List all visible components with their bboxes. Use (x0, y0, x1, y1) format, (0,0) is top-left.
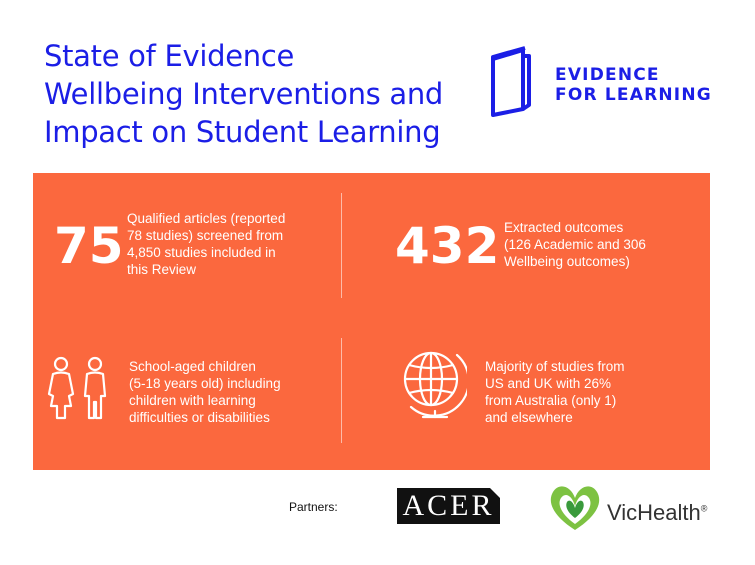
open-door-book-icon (485, 45, 545, 120)
children-text-line: children with learning (129, 393, 256, 408)
evidence-for-learning-logo (485, 45, 725, 120)
divider-bottom (341, 338, 342, 443)
title-line-1: State of Evidence (44, 39, 295, 73)
origin-text-line: Majority of studies from (485, 359, 625, 374)
acer-logo-text: ACER (402, 489, 495, 522)
articles-text-line: this Review (127, 262, 197, 277)
articles-number: 75 (54, 217, 124, 275)
children-icon (47, 356, 109, 426)
vichealth-name: VicHealth (607, 500, 701, 525)
vichealth-registered: ® (700, 503, 708, 514)
page-title (44, 37, 464, 151)
title-line-3: Impact on Student Learning (44, 115, 441, 149)
outcomes-number: 432 (395, 217, 500, 275)
vichealth-heart-icon (545, 480, 605, 535)
logo-text (555, 65, 712, 105)
divider-top (341, 193, 342, 298)
partners-label: Partners: (289, 500, 338, 514)
children-text-line: (5-18 years old) including (129, 376, 281, 391)
articles-text-line: 4,850 studies included in (127, 245, 276, 260)
outcomes-text-line: Wellbeing outcomes) (504, 254, 630, 269)
articles-text-line: Qualified articles (reported (127, 211, 286, 226)
title-line-2: Wellbeing Interventions and (44, 77, 444, 111)
articles-text-line: 78 studies) screened from (127, 228, 284, 243)
globe-icon (397, 345, 467, 420)
children-text (129, 358, 281, 426)
children-text-line: School-aged children (129, 359, 256, 374)
outcomes-text-line: Extracted outcomes (504, 220, 624, 235)
origin-text-line: US and UK with 26% (485, 376, 612, 391)
vichealth-logo (545, 480, 715, 535)
articles-text (127, 210, 285, 278)
acer-logo (397, 488, 500, 524)
outcomes-text-line: (126 Academic and 306 (504, 237, 646, 252)
logo-line-1: EVIDENCE (555, 65, 660, 85)
stats-panel (33, 173, 710, 470)
children-text-line: difficulties or disabilities (129, 410, 270, 425)
origin-text (485, 358, 625, 426)
outcomes-text (504, 219, 646, 270)
acer-corner (490, 488, 500, 498)
origin-text-line: from Australia (only 1) (485, 393, 617, 408)
origin-text-line: and elsewhere (485, 410, 573, 425)
logo-line-2: FOR LEARNING (555, 85, 712, 105)
vichealth-text (607, 500, 707, 526)
